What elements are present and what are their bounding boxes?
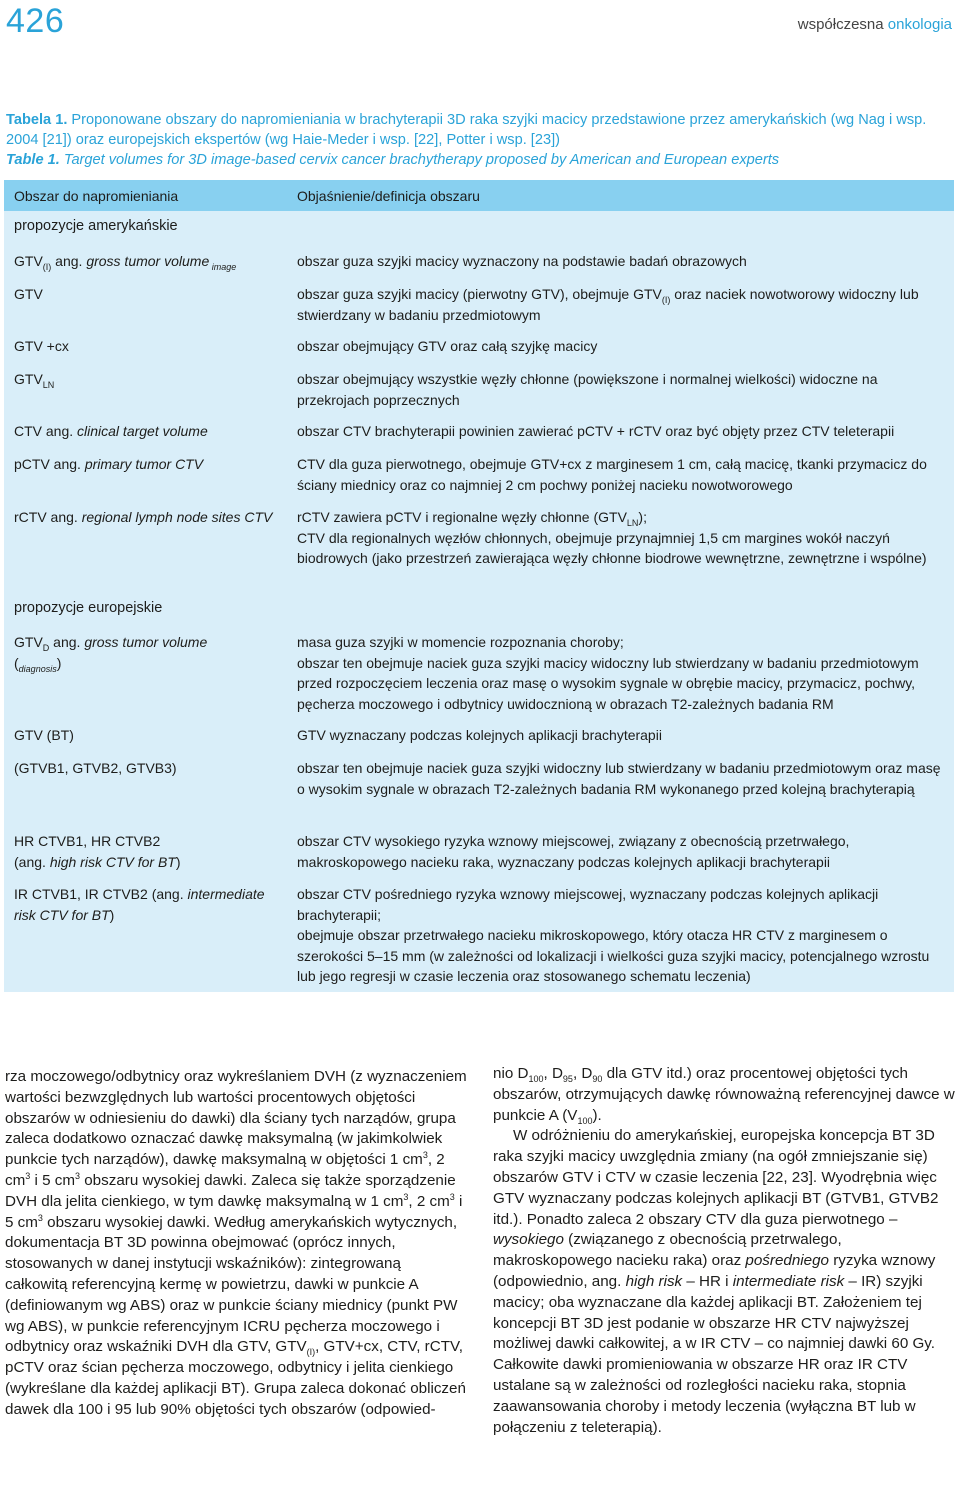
caption-label-pl: Tabela 1. <box>6 112 68 128</box>
body-text-right-column <box>493 1064 955 1438</box>
table-header-row <box>4 180 954 211</box>
section-american: propozycje amerykańskie <box>14 218 178 234</box>
section-european: propozycje europejskie <box>14 600 163 616</box>
journal-title: współczesna onkologia <box>797 16 952 33</box>
caption-label-en: Table 1. <box>6 152 60 168</box>
column-header-area: Obszar do napromieniania <box>14 188 179 204</box>
page-number: 426 <box>6 2 65 40</box>
paragraph: W odróżnieniu do amerykańskiej, europejska koncepcja BT 3D raka szyjki macicy uwzględnia zmiany (na ogół zmniejszanie się) obszarów GTV i CTV w czasie leczenia [22, 23]. Wyodrębnia więc GTV wyznaczany podczas kolejnych aplikacji BT (GTVB1, GTVB2 itd.). Ponadto zaleca 2 obszary CTV dla guza pierwotnego – wysokiego (związanego z obecnością przetrwalego, makroskopowego nacieku raka) oraz pośredniego ryzyka wznowy (odpowiednio, ang. high risk – HR i intermediate risk – IR) szyjki macicy; oba wyznaczane dla każdej aplikacji BT. Założeniem tej koncepcji BT 3D jest podanie w obszarze HR CTV najwyższej możliwej dawki całkowitej, a w IR CTV – co najmniej dawki 60 Gy. Całkowite dawki promieniowania w obszarze HR oraz IR CTV ustalane są w zależności od rozległości nacieku raka, stopnia zaawansowania choroby i metody leczenia (wyłączna BT lub w połączeniu z teleterapią). <box>493 1127 939 1436</box>
table-caption-en: Table 1. Target volumes for 3D image-based cervix cancer brachytherapy proposed by American and European experts <box>6 152 780 168</box>
paragraph: nio $D_{100}$, $D_{95}$, $D_{90}$ dla GTV itd.) oraz procentowej objętości tych obszarów, otrzymujących dawkę równoważną referencyjnej dawce w punkcie A $(V_{100})$. <box>493 1065 955 1126</box>
journal-title-accent: onkologia <box>887 16 952 33</box>
paragraph: rza moczowego/odbytnicy oraz wykreślaniem DVH (z wyznaczeniem wartości bezwzględnych lub wartości procentowych objętości obszarów w odniesieniu do dawki) dla ściany tych narządów, grupa zaleca dodatkowo oznaczać dawkę maksymalną (w jakimkolwiek punkcie tych narządów), dawkę maksymalną w objętości 1 $cm^3$, 2 $cm^3$ i 5 $cm^3$ obszaru wysokiej dawki. Zaleca się także sporządzenie DVH dla jelita cienkiego, w tym dawkę maksymalną w 1 $cm^3$, 2 $cm^3$ i 5 $cm^3$ obszaru wysokiej dawki. Według amerykańskich wytycznych, dokumentacja BT 3D powinna obejmować (oprócz innych, stosowanych w danej instytucji wskaźników): zintegrowaną całkowitą referencyjną kermę w powietrzu, dawki w punkcie A (definiowanym wg ABS) oraz w punkcie ściany miednicy (punkt PW wg ABS), w punkcie referencyjnym ICRU pęcherza moczowego i odbytnicy oraz wskaźniki DVH dla GTV, $GTV_{(I)}$, GTV+cx, CTV, rCTV, pCTV oraz ścian pęcherza moczowego, odbytnicy i jelita cienkiego (wykreślane dla każdej aplikacji BT). Grupa zaleca dokonać obliczeń dawek dla 100 i 95 lub 90% objętości tych obszarów (odpowied- <box>5 1068 467 1418</box>
table-caption-pl: Tabela 1. Proponowane obszary do napromieniania w brachyterapii 3D raka szyjki macicy przedstawione przez amerykańskich (wg Nag i wsp. 2004 [21]) oraz europejskich ekspertów (wg Haie-Meder i wsp. [22], Potter i wsp. [23]) <box>6 112 927 148</box>
page-header <box>0 0 960 52</box>
body-text-left-column <box>5 1067 467 1421</box>
target-volumes-table: Obszar do napromieniania Objaśnienie/definicja obszaru propozycje amerykańskie $GTV_{(I)}$ ang. gross tumor volume $_{image}$ obszar guza szyjki macicy wyznaczony na podstawie badań obrazowych GTV obszar guza szyjki macicy (pierwotny GTV), obejmuje $GTV_{(I)}$ oraz naciek nowotworowy widoczny lub stwierdzany w badaniu przedmiotowym GTV +cx obszar obejmujący GTV oraz całą szyjkę macicy $GTV_{LN}$ obszar obejmujący wszystkie węzły chłonne (powiększone i normalnej wielkości) widoczne na przekrojach poprzecznych CTV ang. clinical target volume obszar CTV brachyterapii powinien zawierać pCTV + rCTV oraz być objęty przez CTV teleterapii pCTV ang. primary tumor CTV CTV dla guza pierwotnego, obejmuje GTV+cx z marginesem 1 cm, całą macicę, tkanki przymacicz do ściany miednicy oraz co najmniej 2 cm pochwy poniżej nacieku nowotworowego rCTV ang. regional lymph node sites CTV rCTV zawiera pCTV i regionalne węzły chłonne $(GTV_{LN})$; CTV dla regionalnych węzłów chłonnych, obejmuje przynajmniej 1,5 cm margines wokół naczyń biodrowych (jako przestrzeń zawierająca węzły chłonne biodrowe wewnętrzne, zewnętrzne i wspólne) propozycje europejskie $GTV_D$ ang. gross tumor volume $(_{diagnosis})$ masa guza szyjki w momencie rozpoznania choroby; obszar ten obejmuje naciek guza szyjki macicy widoczny lub stwierdzany w badaniu przedmiotowym przed rozpoczęciem leczenia oraz masę o wysokim sygnale w obrębie macicy, przymacicz, pochwy, pęcherza moczowego i odbytnicy uwidocznioną w obrazach T2-zależnych badania RM GTV (BT) GTV wyznaczany podczas kolejnych aplikacji brachyterapii (GTVB1, GTVB2, GTVB3) obszar ten obejmuje naciek guza szyjki widoczny lub stwierdzany w badaniu przedmiotowym oraz masę o wysokim sygnale w obrazach T2-zależnych badania RM wykonanego przed kolejną brachyterapią HR CTVB1, HR CTVB2 (ang. high risk CTV for BT) obszar CTV wysokiego ryzyka wznowy miejscowej, związany z obecnością przetrwałego, makroskopowego nacieku raka, wyznaczany podczas kolejnych aplikacji brachyterapii IR CTVB1, IR CTVB2 (ang. intermediate risk CTV for BT) obszar CTV pośredniego ryzyka wznowy miejscowej, wyznaczany podczas kolejnych aplikacji brachyterapii; obejmuje obszar przetrwałego nacieku mikroskopowego, który otacza HR CTV z marginesem o szerokości 5–15 mm (w zależności od lokalizacji i wielkości guza szyjki macicy, potencjalnego wzrostu lub jego regresji w czasie leczenia oraz stosowanego schematu leczenia) <box>4 180 954 992</box>
column-header-definition: Objaśnienie/definicja obszaru <box>297 188 480 204</box>
